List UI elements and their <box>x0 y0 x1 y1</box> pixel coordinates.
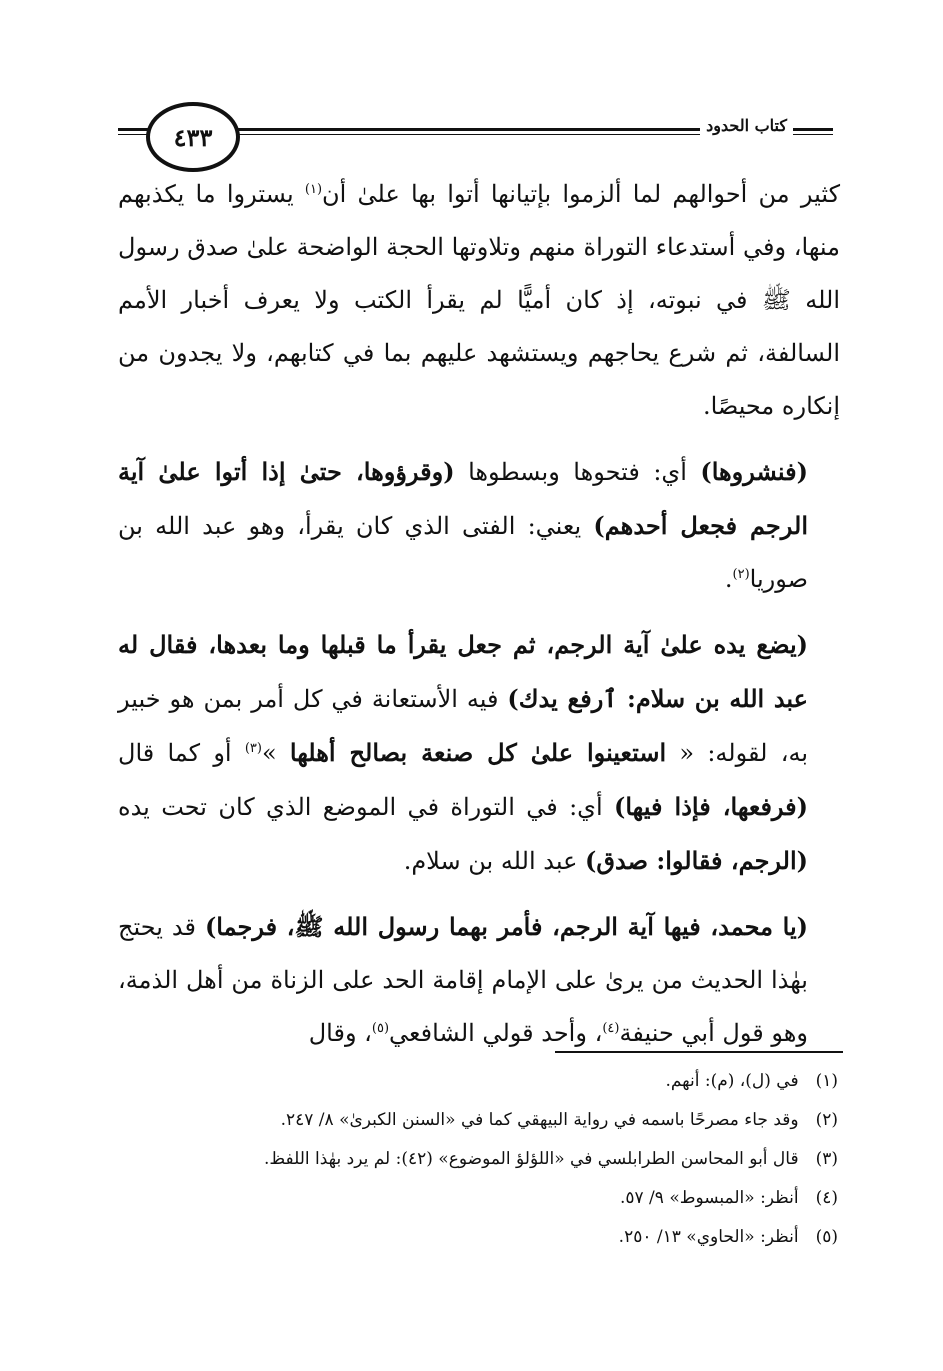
footnote-text: وقد جاء مصرحًا باسمه في رواية البيهقي كما في «السنن الكبرىٰ» ٨/ ٢٤٧. <box>280 1110 799 1130</box>
paragraph <box>118 618 840 888</box>
commentary-text: أو كما قال <box>118 739 245 767</box>
footnote-ref[interactable]: (١) <box>304 182 323 197</box>
footnote-ref[interactable]: (٤) <box>602 1021 620 1036</box>
footnotes <box>118 1062 840 1257</box>
commentary-text: . <box>724 565 733 593</box>
footnote <box>118 1218 840 1257</box>
quoted-text: (فرفعها، فإذا فيها) <box>613 792 809 821</box>
footnote-separator <box>555 1051 843 1053</box>
footnote-ref[interactable]: (٥) <box>371 1021 390 1036</box>
footnote-number: (٥) <box>815 1227 838 1247</box>
commentary-text: أي: فتحوها وبسطوها <box>454 458 701 486</box>
page-header <box>118 96 833 176</box>
footnote-number: (٤) <box>815 1188 838 1208</box>
paragraph <box>118 168 840 433</box>
commentary-text: قد يحتج بهٰذا الحديث من يرىٰ على الإمام إقامة الحد على الزناة من أهل الذمة، وهو قول أبي حنيفة <box>118 913 808 1047</box>
commentary-text: يعني: الفتى الذي كان يقرأ، وهو عبد الله بن صوريا <box>118 512 808 593</box>
footnote-ref[interactable]: (٣) <box>244 741 262 756</box>
paragraph <box>118 900 840 1060</box>
main-text <box>118 168 840 1060</box>
footnote <box>118 1179 840 1218</box>
footnote-text: أنظر: «المبسوط» ٩/ ٥٧. <box>619 1188 799 1208</box>
footnote-number: (٣) <box>815 1149 838 1169</box>
page-number-badge <box>146 102 240 172</box>
quoted-text: (يا محمد، فيها آية الرجم، فأمر بهما رسول الله ﷺ، فرجما) <box>204 912 809 941</box>
footnote <box>118 1062 840 1101</box>
commentary-text: فيه الأستعانة في كل أمر بمن هو خبير به، لقوله: « <box>118 685 808 767</box>
footnote <box>118 1140 840 1179</box>
paragraph <box>118 445 840 606</box>
quoted-text: (الرجم، فقالوا: صدق) <box>585 846 808 875</box>
footnote-number: (٢) <box>815 1110 838 1130</box>
commentary-text: ، وقال <box>308 1019 372 1047</box>
quoted-text: (يضع يده علىٰ آية الرجم، ثم جعل يقرأ ما قبلها وما بعدها، فقال له عبد الله بن سلام: ٱرفع يدك) <box>118 630 808 713</box>
footnote-text: قال أبو المحاسن الطرابلسي في «اللؤلؤ الموضوع» (٤٢): لم يرد بهٰذا اللفظ. <box>263 1149 799 1169</box>
footnote-ref[interactable]: (٢) <box>732 567 750 582</box>
quoted-text: (وقرؤوها، حتىٰ إذا أتوا علىٰ آية الرجم فجعل أحدهم) <box>118 457 808 540</box>
footnote <box>118 1101 840 1140</box>
footnote-text: أنظر: «الحاوي» ١٣/ ٢٥٠. <box>618 1227 799 1247</box>
commentary-text: ، وأحد قولي الشافعي <box>389 1019 603 1047</box>
footnote-text: في (ل)، (م): أنهم. <box>665 1071 799 1091</box>
commentary-text: » <box>261 739 290 767</box>
page-number: ٤٣٣ <box>173 122 213 152</box>
commentary-text: عبد الله بن سلام. <box>403 847 586 875</box>
commentary-text: كثير من أحوالهم لما ألزموا بإتيانها أتوا بها علىٰ أن <box>322 180 841 208</box>
footnote-number: (١) <box>815 1071 838 1091</box>
running-title: كتاب الحدود <box>700 116 793 135</box>
commentary-text: أي: في التوراة في الموضع الذي كان تحت يده <box>118 793 614 821</box>
quoted-text: استعينوا علىٰ كل صنعة بصالح أهلها <box>289 738 667 767</box>
quoted-text: (فنشروها) <box>700 457 808 486</box>
commentary-text: يستروا ما يكذبهم منها، وفي أستدعاء التوراة منهم وتلاوتها الحجة الواضحة علىٰ صدق رسول الله ﷺ في نبوته، إذ كان أميًّا لم يقرأ الكتب ولا يعرف أخبار الأمم السالفة، ثم شرع يحاجهم ويستشهد عليهم بما في كتابهم، ولا يجدون من إنكاره محيصًا. <box>118 180 840 420</box>
